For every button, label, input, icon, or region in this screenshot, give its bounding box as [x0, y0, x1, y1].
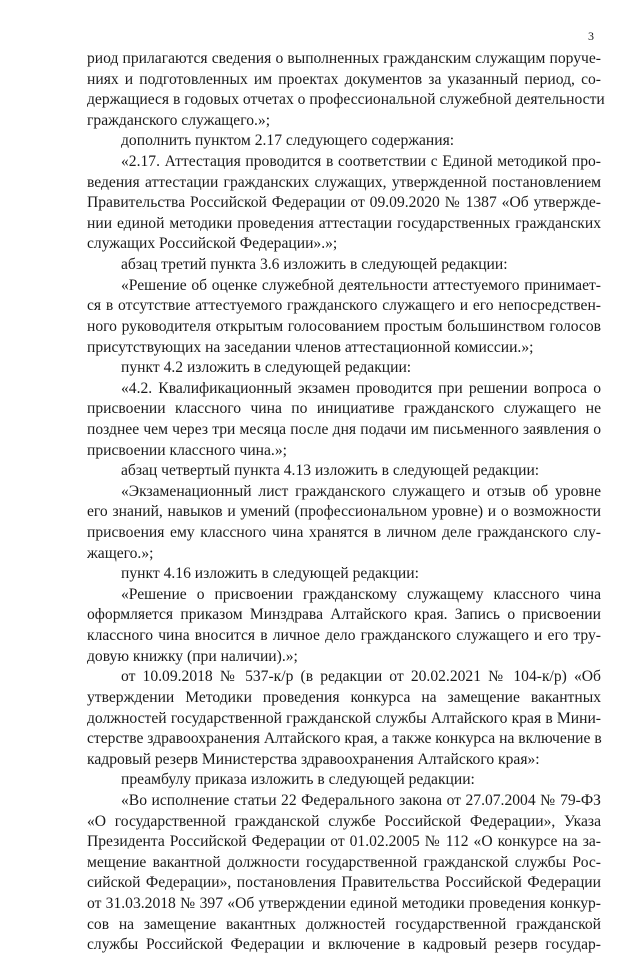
text-line: довую книжку (при наличии).»; [87, 647, 298, 665]
text-line: Правительства Российской Федерации от 09.09.2020 № 1387 «Об утвержде- [87, 194, 601, 212]
text-line: сов на замещение вакантных должностей государственной гражданской [87, 915, 601, 933]
text-line: «Решение об оценке служебной деятельности аттестуемого принимает- [121, 276, 601, 294]
text-line: «Во исполнение статьи 22 Федерального закона от 27.07.2004 № 79-ФЗ [121, 791, 601, 809]
text-line: держащиеся в годовых отчетах о профессиональной служебной деятельности [87, 91, 605, 109]
text-line: «О государственной гражданской службе Российской Федерации», Указа [87, 812, 601, 830]
text-line: риод прилагаются сведения о выполненных гражданским служащим поруче- [87, 50, 601, 67]
text-line: служащих Российской Федерации».»; [87, 235, 338, 253]
text-line: стерстве здравоохранения Алтайского края, а также конкурса на включение в [87, 730, 602, 748]
text-line: ведения аттестации гражданских служащих, утвержденной постановлением [87, 173, 601, 191]
text-line: абзац четвертый пункта 4.13 изложить в следующей редакции: [121, 462, 540, 480]
text-line: сийской Федерации», постановления Правительства Российской Федерации [87, 874, 601, 892]
text-line: утверждении Методики проведения конкурса на замещение вакантных [87, 688, 601, 706]
text-line: присвоении классного чина по инициативе гражданского служащего не [87, 400, 601, 418]
text-line: ного руководителя открытым голосованием простым большинством голосов [87, 317, 601, 335]
text-line: дополнить пунктом 2.17 следующего содержания: [121, 132, 455, 150]
text-line: ся в отсутствие аттестуемого гражданского служащего и его непосредствен- [87, 297, 601, 315]
text-line: оформляется приказом Минздрава Алтайского края. Запись о присвоении [87, 606, 601, 624]
page-number: 3 [588, 29, 594, 43]
text-line: «2.17. Аттестация проводится в соответствии с Единой методикой про- [121, 153, 601, 171]
text-line: жащего.»; [87, 544, 154, 562]
text-line: позднее чем через три месяца после дня подачи им письменного заявления о [87, 420, 601, 438]
text-line: пункт 4.16 изложить в следующей редакции: [121, 565, 419, 583]
text-line: «Экзаменационный лист гражданского служащего и отзыв об уровне [121, 482, 601, 500]
text-line: присутствующих на заседании членов аттестационной комиссии.»; [87, 338, 534, 356]
text-line: «Решение о присвоении гражданскому служащему классного чина [121, 585, 601, 603]
text-line: классного чина вносится в личное дело гражданского служащего и его тру- [87, 627, 601, 645]
text-line: от 10.09.2018 № 537-к/р (в редакции от 20.02.2021 № 104-к/р) «Об [121, 668, 601, 686]
text-line: преамбулу приказа изложить в следующей редакции: [121, 771, 475, 789]
text-line: мещение вакантной должности государственной гражданской службы Рос- [87, 853, 601, 871]
text-line: должностей государственной гражданской службы Алтайского края в Мини- [87, 709, 601, 727]
text-line: пункт 4.2 изложить в следующей редакции: [121, 359, 412, 377]
text-line: присвоения ему классного чина хранятся в личном деле гражданского слу- [87, 524, 601, 542]
text-line: нии единой методики проведения аттестации государственных гражданских [87, 214, 601, 232]
text-line: кадровый резерв Министерства здравоохранения Алтайского края»: [87, 750, 540, 768]
text-line: службы Российской Федерации и включение в кадровый резерв государ- [87, 936, 601, 954]
text-line: Президента Российской Федерации от 01.02.2005 № 112 «О конкурсе на за- [87, 833, 601, 851]
text-line: присвоении классного чина.»; [87, 441, 287, 459]
text-line: «4.2. Квалификационный экзамен проводится при решении вопроса о [121, 379, 601, 397]
text-line: от 31.03.2018 № 397 «Об утверждении единой методики проведения конкур- [87, 894, 601, 912]
document-body [87, 49, 605, 956]
text-line: абзац третий пункта 3.6 изложить в следующей редакции: [121, 256, 508, 274]
text-line: ниях и подготовленных им проектах документов за указанный период, со- [87, 70, 601, 88]
text-line: гражданского служащего.»; [87, 111, 271, 129]
text-line: его знаний, навыков и умений (профессиональном уровне) и о возможности [87, 503, 601, 521]
